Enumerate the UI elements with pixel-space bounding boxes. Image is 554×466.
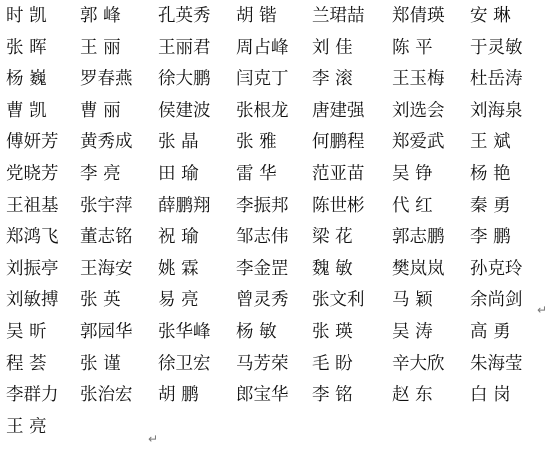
- name-entry: 杨 敏: [236, 322, 277, 342]
- name-entry: 张 谨: [80, 353, 121, 374]
- name-entry: 马芳荣: [236, 353, 289, 374]
- name-entry: 于灵敏: [470, 37, 523, 58]
- name-entry: 张宇萍: [80, 195, 133, 216]
- name-row: [0, 412, 554, 446]
- name-entry: 张 晖: [6, 37, 47, 58]
- name-entry: 曾灵秀: [236, 290, 289, 311]
- name-entry: 辛大欣: [392, 353, 445, 374]
- name-entry: 李 亮: [80, 164, 121, 184]
- name-entry: 张华峰: [158, 322, 211, 342]
- name-entry: 李振邦: [236, 195, 289, 216]
- name-entry: 唐建强: [312, 100, 365, 121]
- name-entry: 曹 凯: [6, 100, 47, 121]
- name-entry: 樊岚岚: [392, 258, 445, 279]
- name-entry: 毛 盼: [312, 353, 353, 374]
- name-entry: 范亚苗: [312, 164, 365, 184]
- name-entry: 陈世彬: [312, 195, 365, 216]
- name-entry: 程 荟: [6, 353, 47, 374]
- name-entry: 侯建波: [158, 100, 211, 121]
- name-entry: 杨 巍: [6, 69, 47, 90]
- name-entry: 罗春燕: [80, 69, 133, 90]
- name-entry: 王玉梅: [392, 69, 445, 90]
- name-entry: 田 瑜: [158, 164, 199, 184]
- name-entry: 黄秀成: [80, 132, 133, 153]
- name-row: [0, 127, 554, 158]
- name-entry: 邹志伟: [236, 227, 289, 248]
- name-row: [0, 317, 554, 348]
- name-row: [0, 33, 554, 64]
- name-row: [0, 222, 554, 253]
- name-entry: 郑爱武: [392, 132, 445, 153]
- name-entry: 刘海泉: [470, 100, 523, 121]
- name-entry: 时 凯: [6, 6, 47, 26]
- name-entry: 孔英秀: [158, 6, 211, 26]
- name-entry: 李金罡: [236, 258, 289, 279]
- name-entry: 张 瑛: [312, 322, 353, 342]
- name-entry: 孙克玲: [470, 258, 523, 279]
- name-row: [0, 96, 554, 127]
- name-row: [0, 349, 554, 380]
- name-row: [0, 159, 554, 190]
- name-entry: 王祖基: [6, 195, 59, 216]
- name-entry: 徐卫宏: [158, 353, 211, 374]
- name-entry: 郑鸿飞: [6, 227, 59, 248]
- name-entry: 杨 艳: [470, 164, 511, 184]
- name-entry: 郎宝华: [236, 385, 289, 406]
- name-entry: 朱海莹: [470, 353, 523, 374]
- name-entry: 胡 鹏: [158, 385, 199, 406]
- name-entry: 安 琳: [470, 6, 511, 26]
- name-entry: 王 亮: [6, 416, 47, 437]
- name-entry: 高 勇: [470, 322, 511, 342]
- name-entry: 张根龙: [236, 100, 289, 121]
- name-entry: 张治宏: [80, 385, 133, 406]
- name-entry: 吴 昕: [6, 322, 47, 342]
- name-entry: 徐大鹏: [158, 69, 211, 90]
- name-row: [0, 64, 554, 95]
- name-entry: 梁 花: [312, 227, 353, 248]
- name-entry: 白 岗: [470, 385, 511, 406]
- name-entry: 张 雅: [236, 132, 277, 153]
- name-entry: 李 滚: [312, 69, 353, 90]
- name-entry: 姚 霖: [158, 258, 199, 279]
- name-entry: 吴 铮: [392, 164, 433, 184]
- name-entry: 张 晶: [158, 132, 199, 153]
- name-entry: 代 红: [392, 195, 433, 216]
- name-entry: 王 丽: [80, 37, 121, 58]
- name-entry: 王丽君: [158, 37, 211, 58]
- name-entry: 雷 华: [236, 164, 277, 184]
- name-entry: 张文利: [312, 290, 365, 311]
- name-entry: 董志铭: [80, 227, 133, 248]
- name-entry: 刘敏搏: [6, 290, 59, 311]
- name-entry: 杜岳涛: [470, 69, 523, 90]
- name-entry: 李 鹏: [470, 227, 511, 248]
- name-entry: 秦 勇: [470, 195, 511, 216]
- name-entry: 魏 敏: [312, 258, 353, 279]
- name-entry: 余尚剑: [470, 290, 523, 311]
- name-entry: 祝 瑜: [158, 227, 199, 248]
- name-entry: 王 斌: [470, 132, 511, 153]
- name-entry: 郭园华: [80, 322, 133, 342]
- name-entry: 郭志鹏: [392, 227, 445, 248]
- name-row: [0, 285, 554, 316]
- name-entry: 曹 丽: [80, 100, 121, 121]
- name-entry: 郑倩瑛: [392, 6, 445, 26]
- name-entry: 闫克丁: [236, 69, 289, 90]
- name-entry: 刘 佳: [312, 37, 353, 58]
- name-entry: 陈 平: [392, 37, 433, 58]
- name-entry: 张 英: [80, 290, 121, 311]
- name-row: [0, 191, 554, 222]
- name-entry: 易 亮: [158, 290, 199, 311]
- paragraph-return-mark: ↵: [537, 303, 548, 317]
- name-entry: 傅妍芳: [6, 132, 59, 153]
- name-entry: 何鹏程: [312, 132, 365, 153]
- name-entry: 马 颖: [392, 290, 433, 311]
- name-entry: 吴 涛: [392, 322, 433, 342]
- name-entry: 薛鹏翔: [158, 195, 211, 216]
- name-row: [0, 254, 554, 285]
- paragraph-return-mark: ↵: [148, 432, 159, 446]
- name-row: [0, 1, 554, 32]
- name-entry: 李 铭: [312, 385, 353, 406]
- name-entry: 郭 峰: [80, 6, 121, 26]
- name-entry: 胡 锴: [236, 6, 277, 26]
- name-entry: 党晓芳: [6, 164, 59, 184]
- name-entry: 刘振亭: [6, 258, 59, 279]
- name-entry: 刘选会: [392, 100, 445, 121]
- name-entry: 李群力: [6, 385, 59, 406]
- name-entry: 兰珺喆: [312, 6, 365, 26]
- name-entry: 赵 东: [392, 385, 433, 406]
- name-entry: 周占峰: [236, 37, 289, 58]
- name-entry: 王海安: [80, 258, 133, 279]
- name-row: [0, 380, 554, 411]
